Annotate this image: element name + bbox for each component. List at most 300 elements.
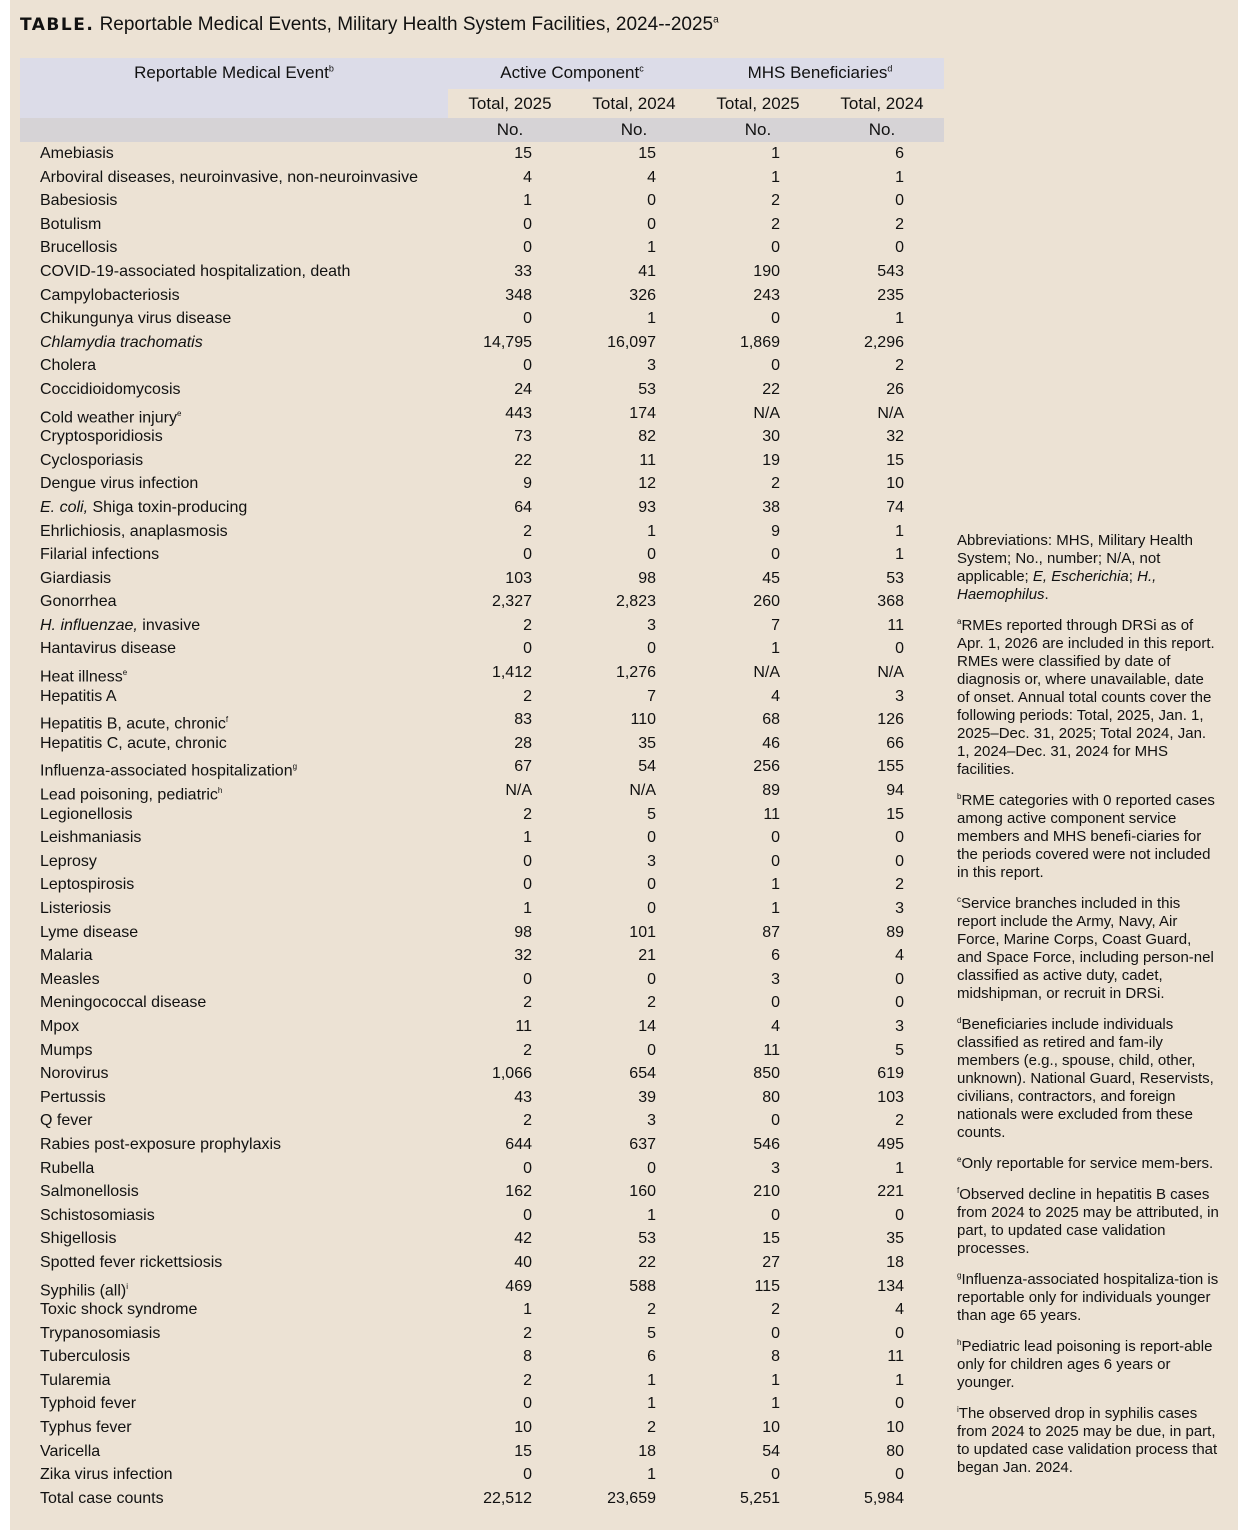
footnote-i — [957, 1401, 1219, 1477]
row-value: 0 — [771, 357, 780, 375]
row-value: 0 — [523, 310, 532, 328]
table-row — [20, 685, 944, 709]
row-event-name — [40, 189, 117, 213]
row-value: 2 — [523, 805, 532, 823]
row-value: 4 — [647, 168, 656, 186]
event-column-header — [20, 63, 448, 83]
footnote-text: Influenza-associated hospitaliza-tion is reportable only for individuals younger than age 65 years. — [957, 1271, 1219, 1324]
row-value: 35 — [886, 1230, 904, 1248]
row-event-text: Chlamydia trachomatis — [40, 333, 203, 351]
footnote-marker: a — [957, 617, 962, 626]
row-event-text: Hepatitis C, acute, chronic — [40, 734, 227, 752]
row-value: 0 — [523, 970, 532, 988]
row-event-name — [40, 1086, 106, 1110]
row-event-text: Heat illness — [40, 668, 123, 686]
row-value: 5 — [895, 1041, 904, 1059]
row-value: 7 — [647, 687, 656, 705]
row-event-text: Typhus fever — [40, 1419, 132, 1437]
row-value: 1,869 — [739, 333, 780, 351]
row-value: 24 — [514, 380, 532, 398]
row-footnote-marker: e — [176, 408, 182, 418]
footnote-text: RME categories with 0 reported cases among active component service members and MHS benefi-ciaries for the periods covered were not included in this report. — [957, 792, 1215, 881]
table-row — [20, 1463, 944, 1487]
row-event-text: Hepatitis A — [40, 687, 117, 705]
row-value: 221 — [877, 1183, 904, 1201]
abbrev-italic-2: H., Haemophilus — [957, 568, 1157, 603]
row-value: 9 — [771, 522, 780, 540]
row-event-text: Brucellosis — [40, 239, 118, 257]
row-value: 11 — [887, 1348, 904, 1366]
row-value: 2 — [895, 215, 904, 233]
row-value: 83 — [514, 711, 532, 729]
row-event-text: Cyclosporiasis — [40, 451, 144, 469]
table-row — [20, 1109, 944, 1133]
row-value: 53 — [886, 569, 904, 587]
row-value: 1 — [895, 522, 904, 540]
row-event-name — [40, 142, 114, 166]
row-event-text: Leptospirosis — [40, 876, 135, 894]
row-value: 348 — [505, 286, 532, 304]
row-event-name — [40, 921, 138, 945]
row-value: 4 — [895, 1301, 904, 1319]
row-event-text: Ehrlichiosis, anaplasmosis — [40, 522, 228, 540]
row-event-name — [40, 1180, 139, 1204]
row-value: 2 — [771, 475, 780, 493]
row-value: 110 — [630, 711, 656, 729]
row-value: 0 — [523, 215, 532, 233]
row-value: 469 — [505, 1277, 532, 1295]
table-row — [20, 637, 944, 661]
row-value: 637 — [629, 1135, 656, 1153]
table-row — [20, 166, 944, 190]
row-value: 45 — [762, 569, 780, 587]
row-value: 0 — [895, 852, 904, 870]
row-value: 66 — [886, 734, 904, 752]
footnote-marker: b — [957, 792, 962, 801]
row-value: 10 — [762, 1419, 780, 1437]
row-event-name — [40, 826, 141, 850]
row-event-text: Syphilis (all) — [40, 1281, 127, 1299]
row-value: 1 — [647, 522, 656, 540]
row-event-name — [40, 1251, 222, 1275]
col-mhs-2024: Total, 2024 — [840, 94, 924, 113]
table-row — [20, 897, 944, 921]
row-event-name — [40, 637, 176, 661]
row-value: 10 — [886, 475, 904, 493]
row-value: 0 — [523, 1206, 532, 1224]
event-column-sup: b — [328, 63, 334, 74]
event-column-label: Reportable Medical Event — [134, 63, 329, 82]
table-row — [20, 1369, 944, 1393]
row-value: 2 — [895, 1112, 904, 1130]
row-event-text: Listeriosis — [40, 900, 112, 917]
table-row — [20, 1275, 944, 1299]
row-value: 22,512 — [483, 1489, 532, 1507]
row-value: 546 — [753, 1135, 780, 1153]
row-value: 23,659 — [607, 1489, 656, 1507]
row-event-text: Gonorrhea — [40, 593, 117, 611]
row-event-name — [40, 472, 198, 496]
table-row — [20, 661, 944, 685]
row-value: 11 — [763, 805, 780, 823]
row-value: 155 — [877, 758, 904, 776]
row-value: 0 — [523, 640, 532, 658]
row-event-text: Amebiasis — [40, 145, 114, 162]
table-row — [20, 520, 944, 544]
row-value: 98 — [638, 569, 656, 587]
row-event-text: Leprosy — [40, 852, 97, 870]
row-footnote-marker: i — [126, 1281, 129, 1291]
row-event-name — [40, 1487, 164, 1511]
footnote-marker: e — [957, 1155, 962, 1164]
table-row — [20, 567, 944, 591]
row-event-text: invasive — [142, 616, 201, 634]
row-value: 0 — [771, 1324, 780, 1342]
table-row — [20, 826, 944, 850]
footnote-marker: g — [957, 1271, 962, 1280]
row-event-text: Cold weather injury — [40, 408, 177, 426]
row-event-name — [40, 1109, 92, 1133]
row-value: 4 — [523, 168, 532, 186]
row-value: 0 — [895, 640, 904, 658]
header-row-years — [20, 89, 944, 118]
row-value: 495 — [877, 1135, 904, 1153]
row-event-text: Norovirus — [40, 1065, 109, 1083]
row-value: 39 — [638, 1088, 656, 1106]
row-value: 53 — [638, 380, 656, 398]
row-value: 2 — [771, 1301, 780, 1319]
row-event-text: Schistosomiasis — [40, 1206, 155, 1224]
row-value: 0 — [895, 239, 904, 257]
table-row — [20, 1227, 944, 1251]
table-row — [20, 142, 944, 166]
row-value: 64 — [514, 498, 532, 516]
row-value: 0 — [895, 994, 904, 1012]
row-value: N/A — [505, 782, 532, 800]
row-value: 4 — [895, 947, 904, 965]
row-value: 1 — [771, 145, 780, 162]
row-value: 588 — [629, 1277, 656, 1295]
row-event-name — [40, 803, 133, 827]
row-event-text: Total case counts — [40, 1489, 164, 1507]
footnote-marker: d — [957, 1016, 962, 1025]
row-event-name — [40, 567, 111, 591]
row-event-name — [40, 354, 96, 378]
row-event-name — [40, 850, 97, 874]
row-event-text: Cholera — [40, 357, 97, 375]
row-value: 15 — [638, 145, 656, 162]
row-value: 1 — [647, 310, 656, 328]
row-event-text: Shiga toxin-producing — [92, 498, 248, 516]
table-row — [20, 1487, 944, 1511]
footnote-b — [957, 788, 1219, 882]
row-value: 1 — [647, 1395, 656, 1413]
row-value: 0 — [895, 192, 904, 210]
row-value: 0 — [523, 1466, 532, 1484]
row-value: 5 — [647, 1324, 656, 1342]
row-value: 15 — [886, 805, 904, 823]
row-value: 19 — [762, 451, 780, 469]
row-event-name — [40, 991, 206, 1015]
row-event-name — [40, 1392, 136, 1416]
row-value: 3 — [647, 1112, 656, 1130]
row-event-text: Hantavirus disease — [40, 640, 177, 658]
row-value: 15 — [514, 1442, 532, 1460]
row-value: 2 — [523, 1371, 532, 1389]
row-value: 160 — [629, 1183, 656, 1201]
row-value: 2,823 — [615, 593, 656, 611]
row-value: 2 — [771, 192, 780, 210]
table-row — [20, 1062, 944, 1086]
row-value: 33 — [514, 262, 532, 280]
row-value: 12 — [638, 475, 656, 493]
row-value: 8 — [523, 1348, 532, 1366]
footnotes-panel — [957, 532, 1219, 1486]
row-value: 0 — [647, 876, 656, 894]
row-value: 3 — [647, 852, 656, 870]
row-value: 87 — [762, 923, 780, 941]
row-value: 0 — [523, 1395, 532, 1413]
footnote-text: Observed decline in hepatitis B cases from 2024 to 2025 may be attributed, in part, to updated case validation processes. — [957, 1186, 1219, 1257]
row-event-name — [40, 944, 92, 968]
row-value: 2 — [523, 1324, 532, 1342]
table-row — [20, 449, 944, 473]
table-row — [20, 543, 944, 567]
row-value: 0 — [523, 357, 532, 375]
row-value: 30 — [762, 428, 780, 446]
row-value: 162 — [505, 1183, 532, 1201]
row-event-name — [40, 873, 134, 897]
row-event-text: Coccidioidomycosis — [40, 380, 181, 398]
row-value: 2 — [771, 215, 780, 233]
row-event-name — [40, 1157, 94, 1181]
row-event-text: Rubella — [40, 1159, 95, 1177]
row-value: 1 — [523, 192, 532, 210]
row-value: 11 — [639, 451, 656, 469]
row-value: 0 — [895, 1466, 904, 1484]
title-footnote-marker: a — [713, 14, 719, 26]
row-value: N/A — [877, 404, 904, 422]
footnote-marker: c — [957, 895, 961, 904]
row-value: 1 — [523, 900, 532, 917]
row-value: 1,066 — [491, 1065, 532, 1083]
row-value: 2 — [895, 357, 904, 375]
row-value: 40 — [514, 1253, 532, 1271]
table-row — [20, 213, 944, 237]
row-value: 1 — [895, 310, 904, 328]
row-value: 243 — [753, 286, 780, 304]
row-value: 67 — [514, 758, 532, 776]
table-row — [20, 1416, 944, 1440]
active-component-header — [448, 63, 696, 83]
row-event-text: Dengue virus infection — [40, 475, 199, 493]
footnote-a — [957, 613, 1219, 779]
row-value: 3 — [895, 1017, 904, 1035]
table-row — [20, 236, 944, 260]
table-row — [20, 779, 944, 803]
row-event-name — [40, 543, 159, 567]
table-row — [20, 189, 944, 213]
row-event-text: Cryptosporidiosis — [40, 428, 163, 446]
row-value: 80 — [886, 1442, 904, 1460]
row-event-text: Zika virus infection — [40, 1466, 173, 1484]
table-row — [20, 260, 944, 284]
row-value: 1 — [647, 1206, 656, 1224]
row-event-text: Campylobacteriosis — [40, 286, 180, 304]
footnote-text: The observed drop in syphilis cases from 2024 to 2025 may be due, in part, to updated case validation process that began Jan. 2024. — [957, 1405, 1218, 1476]
table-row — [20, 873, 944, 897]
footnote-text: RMEs reported through DRSi as of Apr. 1, 2026 are included in this report. RMEs were classified by date of diagnosis or, where unavailable, date of onset. Annual total counts cover the following periods: Total, 2025, Jan. 1, 2025–Dec. 31, 2025; Total 2024, Jan. 1, 2024–Dec. 31, 2024 for MHS facilities. — [957, 617, 1215, 778]
row-event-text: Typhoid fever — [40, 1395, 137, 1413]
mhs-beneficiaries-label: MHS Beneficiaries — [747, 63, 888, 82]
col-ac-2024: Total, 2024 — [592, 94, 676, 113]
row-value: 2 — [647, 994, 656, 1012]
row-value: 0 — [647, 829, 656, 847]
table-row — [20, 1440, 944, 1464]
row-value: 3 — [771, 1159, 780, 1177]
row-value: 89 — [762, 782, 780, 800]
row-value: 0 — [523, 1159, 532, 1177]
table-row — [20, 1157, 944, 1181]
table-row — [20, 1322, 944, 1346]
row-event-text: Mumps — [40, 1041, 93, 1059]
row-event-text: COVID-19-associated hospitalization, death — [40, 262, 351, 280]
row-value: 32 — [514, 947, 532, 965]
row-value: N/A — [629, 782, 656, 800]
row-value: 82 — [638, 428, 656, 446]
row-value: 11 — [763, 1041, 780, 1059]
table-row — [20, 1015, 944, 1039]
row-value: N/A — [877, 664, 904, 682]
row-event-name — [40, 1345, 130, 1369]
row-event-name — [40, 425, 163, 449]
row-event-text: Chikungunya virus disease — [40, 310, 232, 328]
row-value: 1 — [647, 239, 656, 257]
row-value: 0 — [771, 239, 780, 257]
table-row — [20, 378, 944, 402]
unit-mhs-2025: No. — [744, 120, 772, 139]
table-row — [20, 944, 944, 968]
row-value: 368 — [877, 593, 904, 611]
table-row — [20, 331, 944, 355]
table-row — [20, 425, 944, 449]
row-value: 0 — [523, 546, 532, 564]
row-event-text: Leishmaniasis — [40, 829, 142, 847]
row-value: 0 — [771, 1466, 780, 1484]
row-value: 1 — [895, 1159, 904, 1177]
row-value: 644 — [505, 1135, 532, 1153]
mhs-beneficiaries-header — [696, 63, 944, 83]
row-event-text: Q fever — [40, 1112, 93, 1130]
row-value: 10 — [886, 1419, 904, 1437]
row-event-name — [40, 1039, 92, 1063]
row-value: 14 — [638, 1017, 656, 1035]
row-value: 11 — [515, 1017, 532, 1035]
row-value: 1 — [771, 1395, 780, 1413]
table-row — [20, 1204, 944, 1228]
row-event-name — [40, 968, 100, 992]
active-component-label: Active Component — [500, 63, 640, 82]
footnote-text: Pediatric lead poisoning is report-able only for children ages 6 years or younger. — [957, 1338, 1213, 1391]
row-value: 0 — [647, 900, 656, 917]
table-row — [20, 850, 944, 874]
row-value: 0 — [523, 239, 532, 257]
row-footnote-marker: f — [225, 715, 229, 725]
row-value: 235 — [877, 286, 904, 304]
row-value: 28 — [514, 734, 532, 752]
row-value: 103 — [877, 1088, 904, 1106]
row-value: 41 — [638, 262, 656, 280]
row-value: N/A — [753, 664, 780, 682]
row-value: 0 — [771, 829, 780, 847]
row-value: 1 — [771, 876, 780, 894]
row-event-text: Spotted fever rickettsiosis — [40, 1253, 223, 1271]
row-value: N/A — [753, 404, 780, 422]
row-footnote-marker: e — [122, 668, 128, 678]
table-label: TABLE. — [20, 15, 95, 35]
row-event-name — [40, 897, 111, 921]
row-event-name — [40, 1133, 281, 1157]
row-event-text: Arboviral diseases, neuroinvasive, non-neuroinvasive — [40, 168, 418, 186]
footnote-g — [957, 1267, 1219, 1325]
unit-mhs-2024: No. — [868, 120, 896, 139]
table-row — [20, 1133, 944, 1157]
row-event-text: Salmonellosis — [40, 1183, 139, 1201]
header-row-units — [20, 118, 944, 142]
table-row — [20, 921, 944, 945]
row-event-text: Lyme disease — [40, 923, 139, 941]
row-value: 27 — [762, 1253, 780, 1271]
row-event-text: Mpox — [40, 1017, 80, 1035]
row-value: 1 — [771, 168, 780, 186]
row-value: 0 — [771, 1206, 780, 1224]
row-value: 8 — [771, 1348, 780, 1366]
row-event-name — [40, 260, 350, 284]
col-ac-2025: Total, 2025 — [468, 94, 552, 113]
abbrev-text-2: ; — [1128, 568, 1138, 585]
row-value: 22 — [638, 1253, 656, 1271]
row-event-text: Lead poisoning, pediatric — [40, 786, 218, 804]
table-row — [20, 1086, 944, 1110]
row-value: 21 — [638, 947, 656, 965]
row-value: 32 — [886, 428, 904, 446]
table-body — [20, 142, 944, 1510]
row-value: 4 — [771, 687, 780, 705]
row-event-text: Influenza-associated hospitalization — [40, 762, 293, 780]
row-value: 2 — [523, 687, 532, 705]
table-row — [20, 708, 944, 732]
table-row — [20, 472, 944, 496]
row-event-name — [40, 685, 116, 709]
table-row — [20, 1180, 944, 1204]
row-footnote-marker: g — [292, 762, 298, 772]
row-value: 0 — [895, 1206, 904, 1224]
row-value: 2 — [523, 1112, 532, 1130]
row-value: 1 — [895, 168, 904, 186]
row-value: 850 — [753, 1065, 780, 1083]
row-value: 2 — [647, 1419, 656, 1437]
row-value: 98 — [514, 923, 532, 941]
table-row — [20, 1039, 944, 1063]
row-value: 5,251 — [739, 1489, 780, 1507]
table-row — [20, 614, 944, 638]
row-value: 101 — [629, 923, 656, 941]
row-value: 126 — [877, 711, 904, 729]
row-event-name — [40, 1416, 132, 1440]
row-value: 654 — [629, 1065, 656, 1083]
abbrev-italic-1: E, Escherichia — [1032, 568, 1129, 585]
active-component-sup: c — [639, 63, 644, 74]
